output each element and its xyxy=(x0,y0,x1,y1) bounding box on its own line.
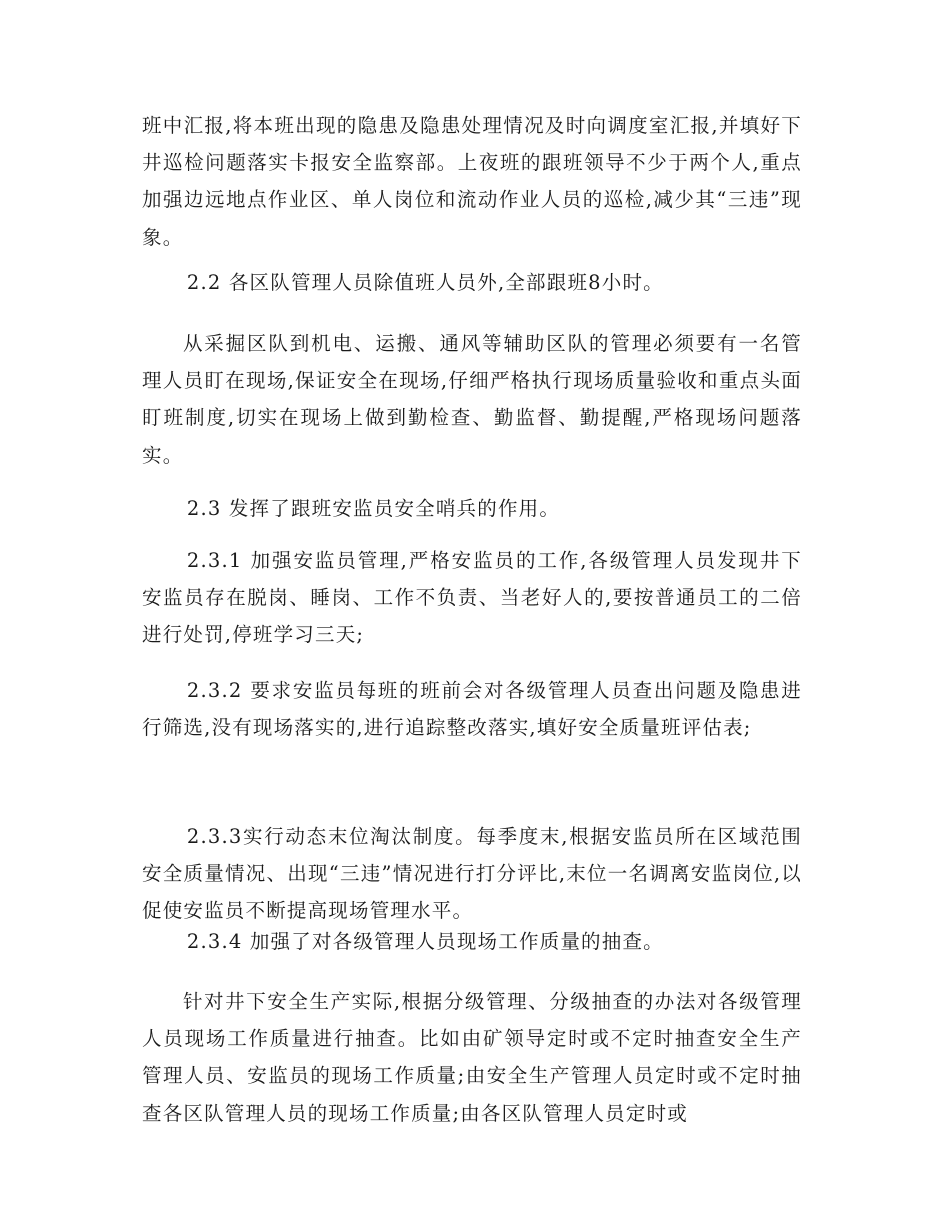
paragraph-2: 2.2 各区队管理人员除值班人员外,全部跟班8小时。 xyxy=(186,271,664,294)
paragraph-9: 针对井下安全生产实际,根据分级管理、分级抽查的办法对各级管理人员现场工作质量进行抽查。比如由矿领导定时或不定时抽查安全生产管理人员、安监员的现场工作质量;由安全生产管理人员定时或不定时抽查各区队管理人员的现场工作质量;由各区队管理人员定时或 xyxy=(142,990,802,1125)
paragraph-8: 2.3.4 加强了对各级管理人员现场工作质量的抽查。 xyxy=(186,930,664,953)
paragraph-7: 2.3.3实行动态末位淘汰制度。每季度末,根据安监员所在区域范围安全质量情况、出现“三违”情况进行打分评比,末位一名调离安监岗位,以促使安监员不断提高现场管理水平。 xyxy=(142,825,802,923)
paragraph-4: 2.3 发挥了跟班安监员安全哨兵的作用。 xyxy=(186,497,561,520)
paragraph-1: 班中汇报,将本班出现的隐患及隐患处理情况及时向调度室汇报,并填好下井巡检问题落实卡报安全监察部。上夜班的跟班领导不少于两个人,重点加强边远地点作业区、单人岗位和流动作业人员的巡检,减少其“三违”现象。 xyxy=(142,114,802,249)
paragraph-5: 2.3.1 加强安监员管理,严格安监员的工作,各级管理人员发现井下安监员存在脱岗、睡岗、工作不负责、当老好人的,要按普通员工的二倍进行处罚,停班学习三天; xyxy=(142,549,802,647)
paragraph-6: 2.3.2 要求安监员每班的班前会对各级管理人员查出问题及隐患进行筛选,没有现场落实的,进行追踪整改落实,填好安全质量班评估表; xyxy=(142,679,802,740)
paragraph-3: 从采掘区队到机电、运搬、通风等辅助区队的管理必须要有一名管理人员盯在现场,保证安全在现场,仔细严格执行现场质量验收和重点头面盯班制度,切实在现场上做到勤检查、勤监督、勤提醒,严格现场问题落实。 xyxy=(142,332,802,467)
